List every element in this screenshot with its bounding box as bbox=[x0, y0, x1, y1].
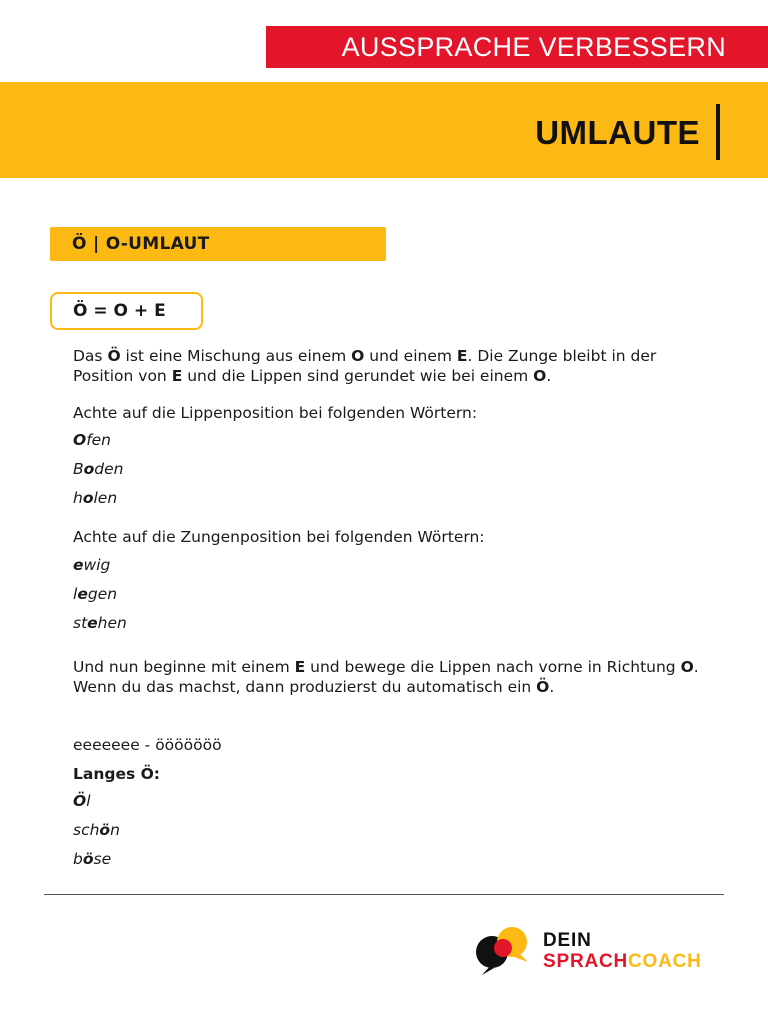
formula-text: Ö = O + E bbox=[73, 301, 166, 321]
title-divider-bar bbox=[716, 104, 720, 160]
page-title: UMLAUTE bbox=[535, 114, 700, 151]
example-word: holen bbox=[73, 489, 118, 507]
practice-sequence: eeeeeee - ööööööö bbox=[73, 736, 222, 754]
lips-instruction: Achte auf die Lippenposition bei folgenden Wörtern: bbox=[73, 404, 478, 422]
long-o-heading: Langes Ö: bbox=[73, 765, 160, 783]
brand-logo-text: DEIN SPRACHCOACH bbox=[543, 930, 702, 972]
intro-paragraph: Das Ö ist eine Mischung aus einem O und einem E. Die Zunge bleibt in der Position von E und die Lippen sind gerundet wie bei einem O. bbox=[73, 347, 657, 385]
example-word: Öl bbox=[73, 792, 91, 810]
section-heading bbox=[50, 227, 386, 261]
example-word: ewig bbox=[73, 556, 111, 574]
practice-paragraph: Und nun beginne mit einem E und bewege die Lippen nach vorne in Richtung O. Wenn du das machst, dann produzierst du automatisch ein Ö. bbox=[73, 658, 699, 696]
example-word: schön bbox=[73, 821, 120, 839]
example-word: stehen bbox=[73, 614, 127, 632]
formula-box bbox=[50, 292, 203, 330]
title-banner bbox=[266, 26, 768, 68]
example-word: böse bbox=[73, 850, 112, 868]
example-word: legen bbox=[73, 585, 118, 603]
footer-divider bbox=[44, 894, 724, 895]
banner-text: AUSSPRACHE VERBESSERN bbox=[341, 31, 726, 62]
speech-bubble-logo-icon bbox=[472, 922, 540, 976]
section-heading-text: Ö | O-UMLAUT bbox=[72, 234, 210, 254]
example-word: Ofen bbox=[73, 431, 112, 449]
tongue-instruction: Achte auf die Zungenposition bei folgenden Wörtern: bbox=[73, 528, 485, 546]
example-word: Boden bbox=[73, 460, 124, 478]
